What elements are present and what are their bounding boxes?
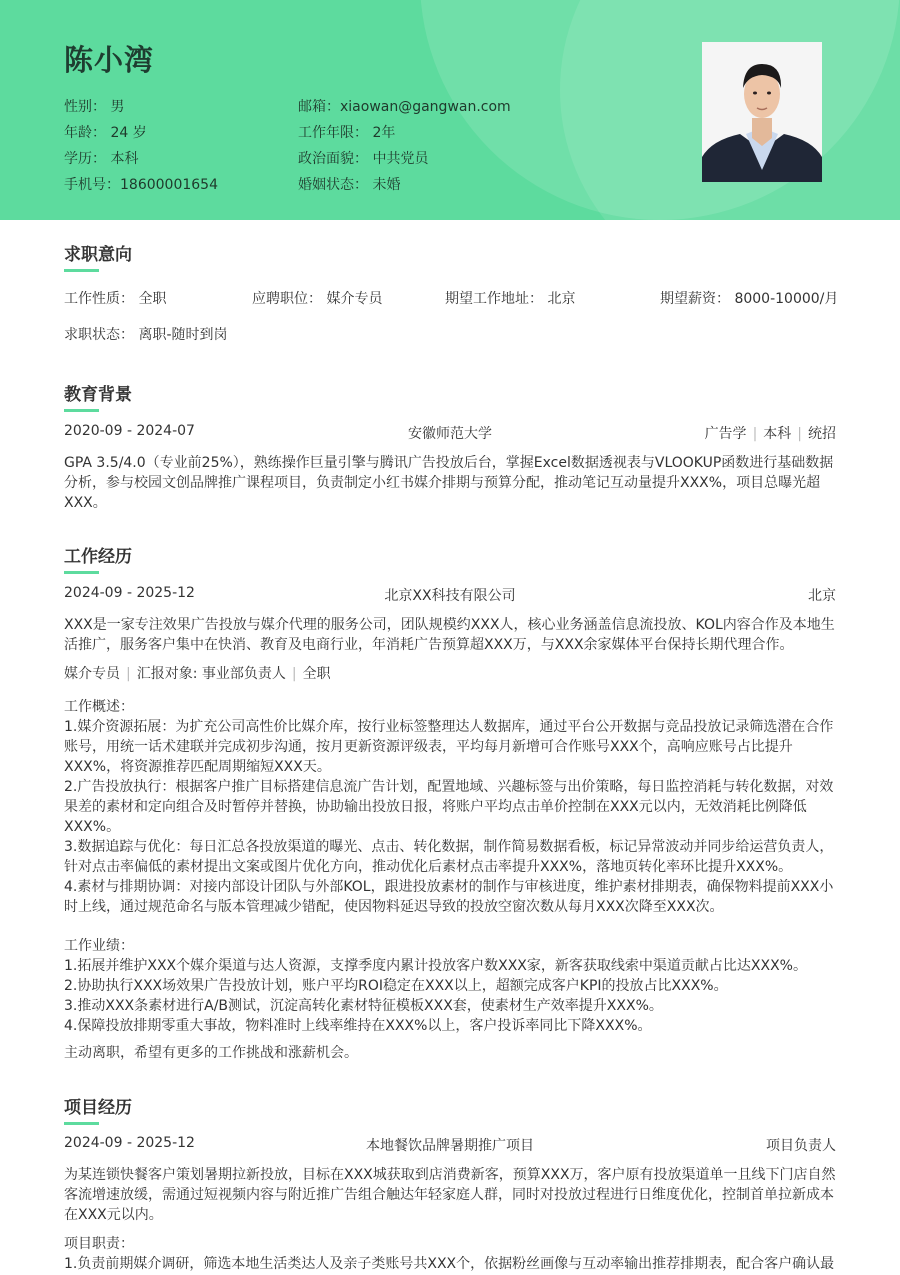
leave-reason: 主动离职，希望有更多的工作挑战和涨薪机会。	[64, 1045, 358, 1061]
overview-item: 2.广告投放执行：根据客户推广目标搭建信息流广告计划，配置地域、兴趣标签与出价策略，每日监控消耗与转化数据，对效果差的素材和定向组合及时暂停并替换，协助输出投放日报，将账户平均点击单价控制在XXX元以内，无效消耗比例降低XXX%。	[64, 779, 834, 835]
school-name: 安徽师范大学	[408, 426, 492, 442]
gender: 性别： 男	[64, 99, 125, 115]
achievement-item: 1.拓展并维护XXX个媒介渠道与达人资源，支撑季度内累计投放客户数XXX家，新客获取线索中渠道贡献占比达XXX%。	[64, 958, 807, 974]
job-status: 求职状态： 离职-随时到岗	[64, 327, 228, 343]
separator: |	[797, 426, 802, 442]
education-description: GPA 3.5/4.0（专业前25%），熟练操作巨量引擎与腾讯广告投放后台，掌握Excel数据透视表与VLOOKUP函数进行基础数据分析，参与校园文创品牌推广课程项目，负责制定小红书媒介排期与预算分配，推动笔记互动量提升XXX%，项目总曝光超XXX。	[64, 455, 834, 511]
work-overview	[64, 697, 836, 917]
work-job-type: 全职	[302, 666, 331, 682]
degree: 本科	[763, 426, 792, 442]
education-period: 2020-09 - 2024-07	[64, 423, 195, 439]
overview-item: 3.数据追踪与优化：每日汇总各投放渠道的曝光、点击、转化数据，制作简易数据看板，标记异常波动并同步给运营负责人，针对点击率偏低的素材提出文案或图片优化方向，推动优化后素材点击率提升XXX%，落地页转化率环比提升XXX%。	[64, 839, 834, 875]
section-underline	[64, 409, 99, 412]
political-status: 政治面貌： 中共党员	[298, 151, 429, 167]
section-title-job-intent: 求职意向	[64, 245, 132, 265]
job-salary: 期望薪资： 8000-10000/月	[660, 291, 839, 307]
work-years: 工作年限： 2年	[298, 125, 396, 141]
project-period: 2024-09 - 2025-12	[64, 1135, 195, 1151]
achievements-label: 工作业绩：	[64, 938, 134, 954]
project-description: 为某连锁快餐客户策划暑期拉新投放，目标在XXX城获取到店消费新客，预算XXX万，客户原有投放渠道单一且线下门店自然客流增速放缓，需通过短视频内容与附近推广告组合触达年轻家庭人群，同时对投放过程进行日维度优化，控制首单拉新成本在XXX元以内。	[64, 1167, 836, 1223]
separator: |	[752, 426, 758, 442]
overview-item: 1.媒介资源拓展：为扩充公司高性价比媒介库，按行业标签整理达人数据库，通过平台公开数据与竞品投放记录筛选潜在合作账号，用统一话术建联并完成初步沟通，按月更新资源评级表，平均每月新增可合作账号XXX个，高响应账号占比提升XXX%，将资源推荐匹配周期缩短XXX天。	[64, 719, 834, 775]
separator: |	[126, 666, 131, 682]
section-underline	[64, 269, 99, 272]
candidate-name: 陈小湾	[64, 43, 155, 77]
work-role: 媒介专员	[64, 666, 120, 682]
achievement-item: 4.保障投放排期零重大事故，物料准时上线率维持在XXX%以上，客户投诉率同比下降XXX%。	[64, 1018, 652, 1034]
job-location: 期望工作地址： 北京	[445, 291, 576, 307]
duty-item: 1.负责前期媒介调研，筛选本地生活类达人及亲子类账号共XXX个，依据粉丝画像与互动率输出推荐排期表，配合客户确认最	[64, 1256, 835, 1272]
achievement-item: 2.协助执行XXX场效果广告投放计划，账户平均ROI稳定在XXX以上，超额完成客户KPI的投放占比XXX%。	[64, 978, 728, 994]
study-mode: 统招	[808, 426, 836, 442]
overview-label: 工作概述：	[64, 699, 134, 715]
section-title-education: 教育背景	[64, 385, 132, 405]
project-name: 本地餐饮品牌暑期推广项目	[366, 1138, 534, 1154]
job-position: 应聘职位： 媒介专员	[252, 291, 383, 307]
age: 年龄： 24 岁	[64, 125, 147, 141]
section-underline	[64, 1122, 99, 1125]
avatar-portrait-icon	[702, 42, 822, 182]
work-achievements	[64, 936, 836, 1036]
section-title-work: 工作经历	[64, 547, 132, 567]
avatar-photo	[702, 42, 822, 182]
company-name: 北京XX科技有限公司	[384, 588, 516, 604]
major: 广告学	[704, 426, 747, 442]
duties-label: 项目职责：	[64, 1236, 134, 1252]
section-underline	[64, 571, 99, 574]
email: 邮箱：xiaowan@gangwan.com	[298, 99, 511, 115]
education-level: 学历： 本科	[64, 151, 139, 167]
overview-item: 4.素材与排期协调：对接内部设计团队与外部KOL，跟进投放素材的制作与审核进度，维护素材排期表，确保物料提前XXX小时上线，通过规范命名与版本管理减少错配，使因物料延迟导致的投放空窗次数从每月XXX次降至XXX次。	[64, 879, 834, 915]
company-description: XXX是一家专注效果广告投放与媒介代理的服务公司，团队规模约XXX人，核心业务涵盖信息流投放、KOL内容合作及本地生活推广，服务客户集中在快消、教育及电商行业，年消耗广告预算超XXX万，与XXX余家媒体平台保持长期代理合作。	[64, 617, 835, 653]
section-title-project: 项目经历	[64, 1098, 132, 1118]
work-meta	[64, 663, 331, 683]
work-period: 2024-09 - 2025-12	[64, 585, 195, 601]
project-role: 项目负责人	[766, 1138, 836, 1154]
report-to: 汇报对象: 事业部负责人	[136, 666, 286, 682]
work-city: 北京	[808, 588, 836, 604]
education-details	[705, 423, 836, 443]
phone: 手机号：18600001654	[64, 177, 218, 193]
project-duties	[64, 1234, 836, 1274]
marital-status: 婚姻状态： 未婚	[298, 177, 401, 193]
separator: |	[291, 666, 297, 682]
header-banner	[0, 0, 900, 220]
job-type: 工作性质： 全职	[64, 291, 167, 307]
achievement-item: 3.推动XXX条素材进行A/B测试，沉淀高转化素材特征模板XXX套，使素材生产效率提升XXX%。	[64, 998, 663, 1014]
